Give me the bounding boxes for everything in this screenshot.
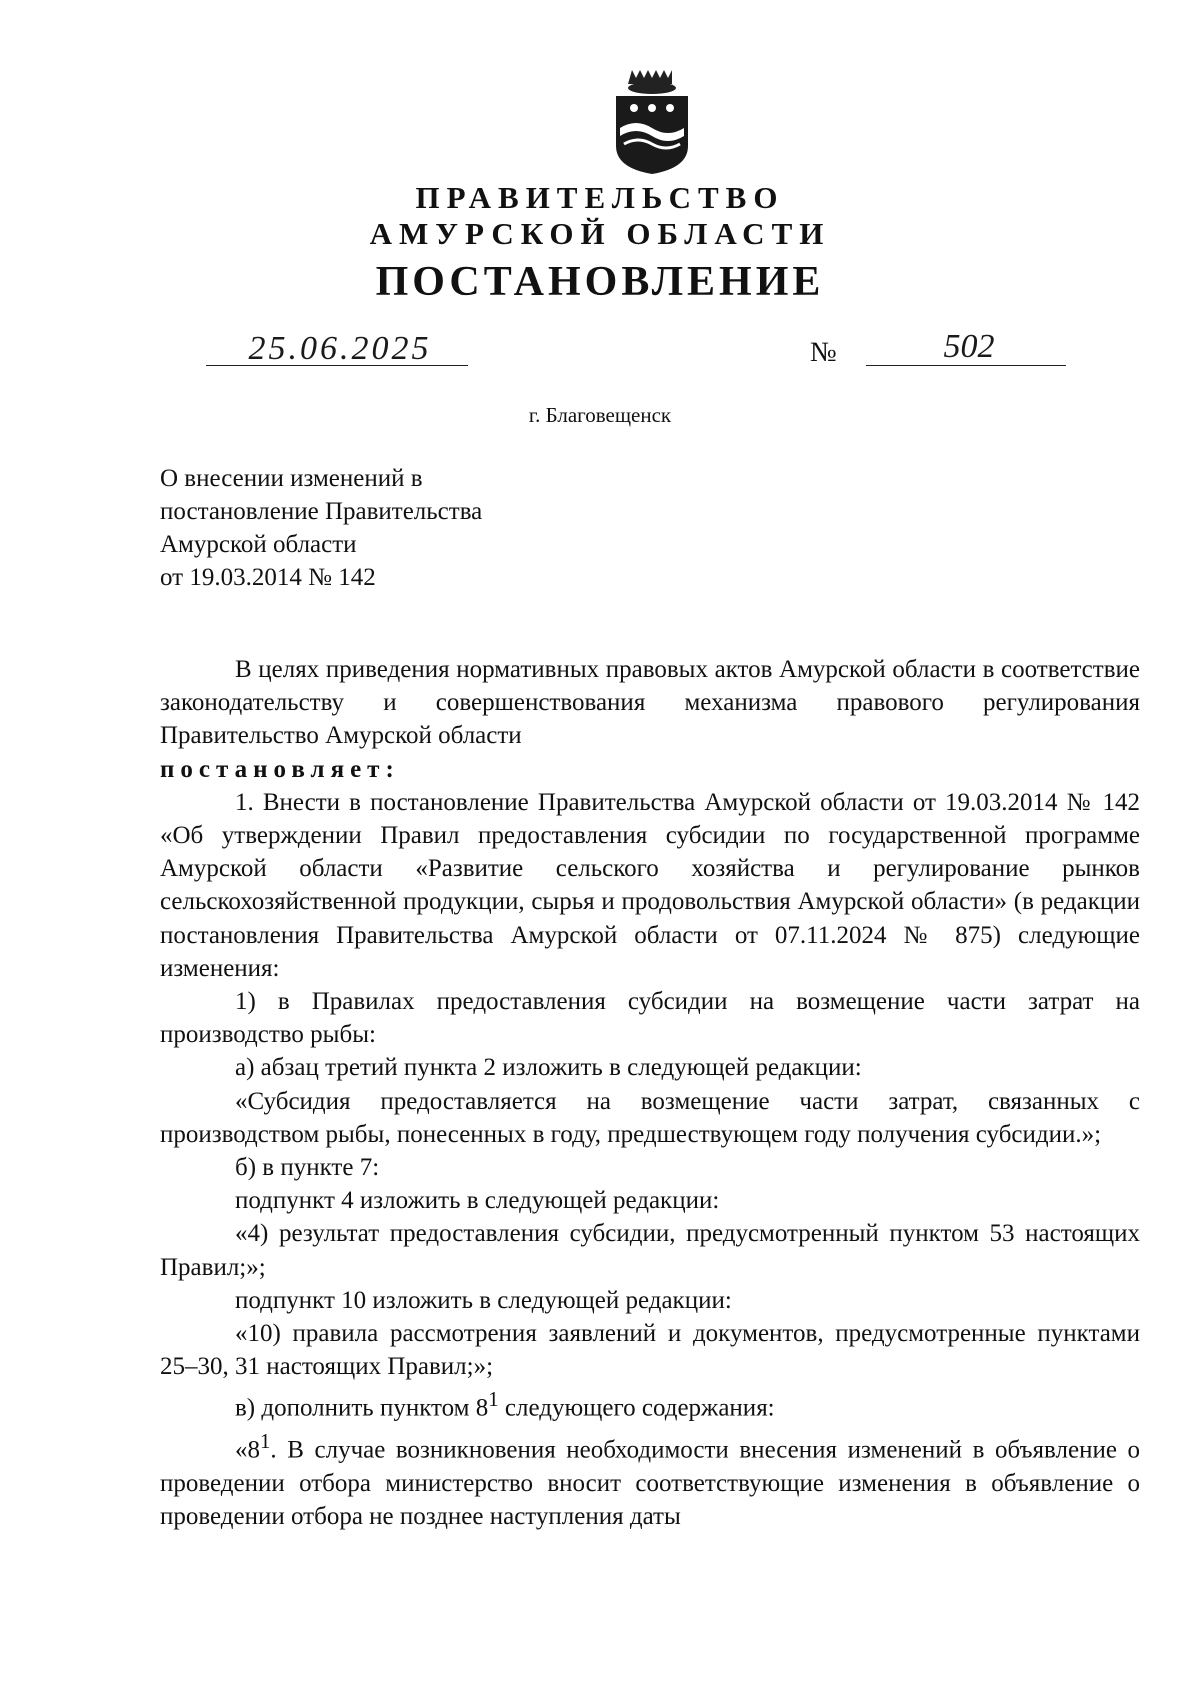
number-sign: № bbox=[810, 337, 837, 368]
document-type-title: ПОСТАНОВЛЕНИЕ bbox=[375, 259, 825, 305]
body-paragraph: подпункт 4 изложить в следующей редакции: bbox=[235, 1187, 720, 1215]
subject-line: постановление Правительства bbox=[160, 498, 483, 525]
body-paragraph bbox=[160, 1383, 1140, 1425]
coat-of-arms-icon bbox=[610, 66, 694, 176]
text-fragment: в) дополнить пунктом 8 bbox=[235, 1394, 489, 1422]
document-body bbox=[160, 653, 1140, 1533]
org-name-line1: ПРАВИТЕЛЬСТВО bbox=[415, 180, 785, 215]
org-name-line2: АМУРСКОЙ ОБЛАСТИ bbox=[369, 216, 831, 251]
body-paragraph: «Субсидия предоставляется на возмещение части затрат, связанных с производством рыбы, понесенных в году, предшествующем году получения субсидии.»; bbox=[160, 1087, 1140, 1148]
subject-line: Амурской области bbox=[160, 531, 357, 558]
body-paragraph bbox=[160, 1425, 1140, 1533]
document-number: 502 bbox=[943, 328, 995, 365]
superscript: 1 bbox=[260, 1429, 271, 1453]
date-underline bbox=[206, 365, 468, 366]
document-date: 25.06.2025 bbox=[248, 330, 432, 367]
subject-line: от 19.03.2014 № 142 bbox=[160, 564, 376, 591]
document-subject bbox=[160, 462, 482, 594]
body-paragraph: 1) в Правилах предоставления субсидии на возмещение части затрат на производство рыбы: bbox=[160, 988, 1140, 1049]
body-paragraph: подпункт 10 изложить в следующей редакции: bbox=[235, 1286, 732, 1314]
body-paragraph: б) в пункте 7: bbox=[235, 1154, 380, 1182]
text-fragment: следующего содержания: bbox=[498, 1394, 775, 1422]
preamble-paragraph: В целях приведения нормативных правовых актов Амурской области в соответствие законодательству и совершенствования механизма правового регулирования Правительство Амурской области bbox=[160, 656, 1140, 750]
resolves-word: постановляет: bbox=[160, 755, 400, 783]
number-underline bbox=[866, 365, 1066, 366]
body-paragraph: 1. Внести в постановление Правительства Амурской области от 19.03.2014 № 142 «Об утверждении Правил предоставления субсидии по государственной программе Амурской области «Развитие сельского хозяйства и регулирование рынков сельскохозяйственной продукции, сырья и продовольствия Амурской области» (в редакции постановления Правительства Амурской области от 07.11.2024 № 875) следующие изменения: bbox=[160, 788, 1140, 982]
text-fragment: . В случае возникновения необходимости внесения изменений в объявление о проведении отбора министерство вносит соответствующие изменения в объявление о проведении отбора не позднее наступления даты bbox=[160, 1436, 1140, 1530]
city-label: г. Благовещенск bbox=[528, 403, 672, 427]
body-paragraph: а) абзац третий пункта 2 изложить в следующей редакции: bbox=[235, 1054, 862, 1082]
subject-line: О внесении изменений в bbox=[160, 465, 423, 492]
superscript: 1 bbox=[488, 1387, 499, 1412]
body-paragraph: «4) результат предоставления субсидии, предусмотренный пунктом 53 настоящих Правил;»; bbox=[160, 1220, 1140, 1281]
text-fragment: «8 bbox=[235, 1436, 260, 1464]
body-paragraph: «10) правила рассмотрения заявлений и документов, предусмотренные пунктами 25–30, 31 настоящих Правил;»; bbox=[160, 1320, 1140, 1381]
